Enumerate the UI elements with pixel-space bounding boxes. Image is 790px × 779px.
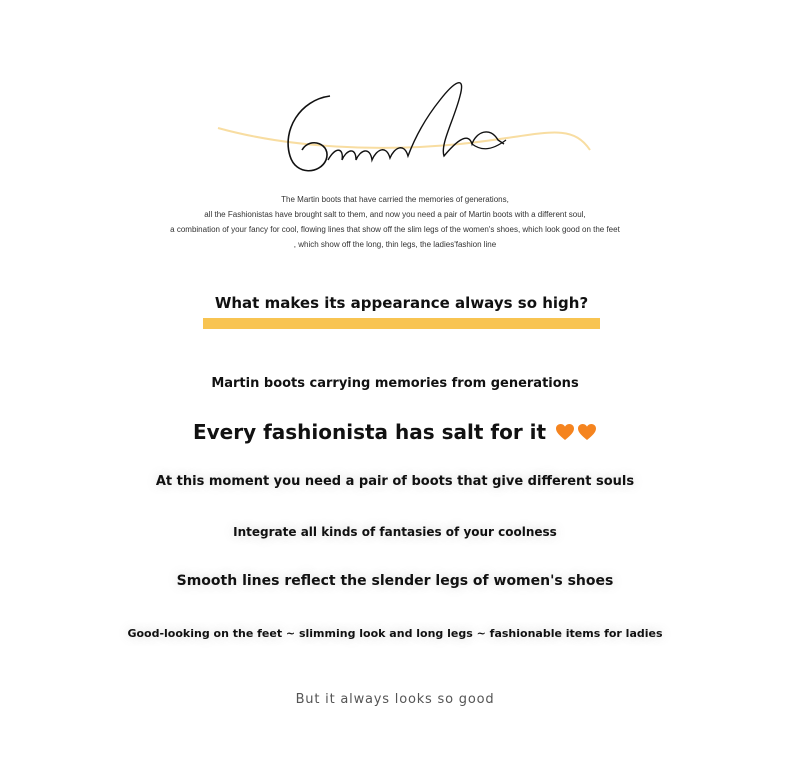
closing-text: But it always looks so good xyxy=(295,692,495,707)
orange-heart-icon xyxy=(577,423,597,441)
heading-text: What makes its appearance always so high? xyxy=(214,294,589,312)
intro-line: all the Fashionistas have brought salt to them, and now you need a pair of Martin boots with a different soul, xyxy=(204,210,586,219)
intro-paragraph xyxy=(0,192,790,252)
feature-line-fashionista xyxy=(0,420,790,444)
intro-line: The Martin boots that have carried the memories of generations, xyxy=(281,195,509,204)
intro-line: , which show off the long, thin legs, the ladies'fashion line xyxy=(293,240,497,249)
section-heading xyxy=(203,292,600,330)
signature-logo xyxy=(210,60,600,190)
intro-line: a combination of your fancy for cool, flowing lines that show off the slim legs of the women's shoes, which look good on the feet xyxy=(170,225,620,234)
feature-line-fashionista-text: Every fashionista has salt for it xyxy=(192,420,547,444)
feature-line-memories: Martin boots carrying memories from generations xyxy=(211,376,579,391)
heading-highlight-bar xyxy=(203,318,600,329)
feature-line-good-looking: Good-looking on the feet ~ slimming look and long legs ~ fashionable items for ladies xyxy=(127,627,663,640)
feature-line-souls: At this moment you need a pair of boots that give different souls xyxy=(155,474,635,489)
feature-line-fantasies: Integrate all kinds of fantasies of your coolness xyxy=(233,525,557,539)
orange-heart-icon xyxy=(555,423,575,441)
feature-line-slender-legs: Smooth lines reflect the slender legs of women's shoes xyxy=(176,573,614,589)
